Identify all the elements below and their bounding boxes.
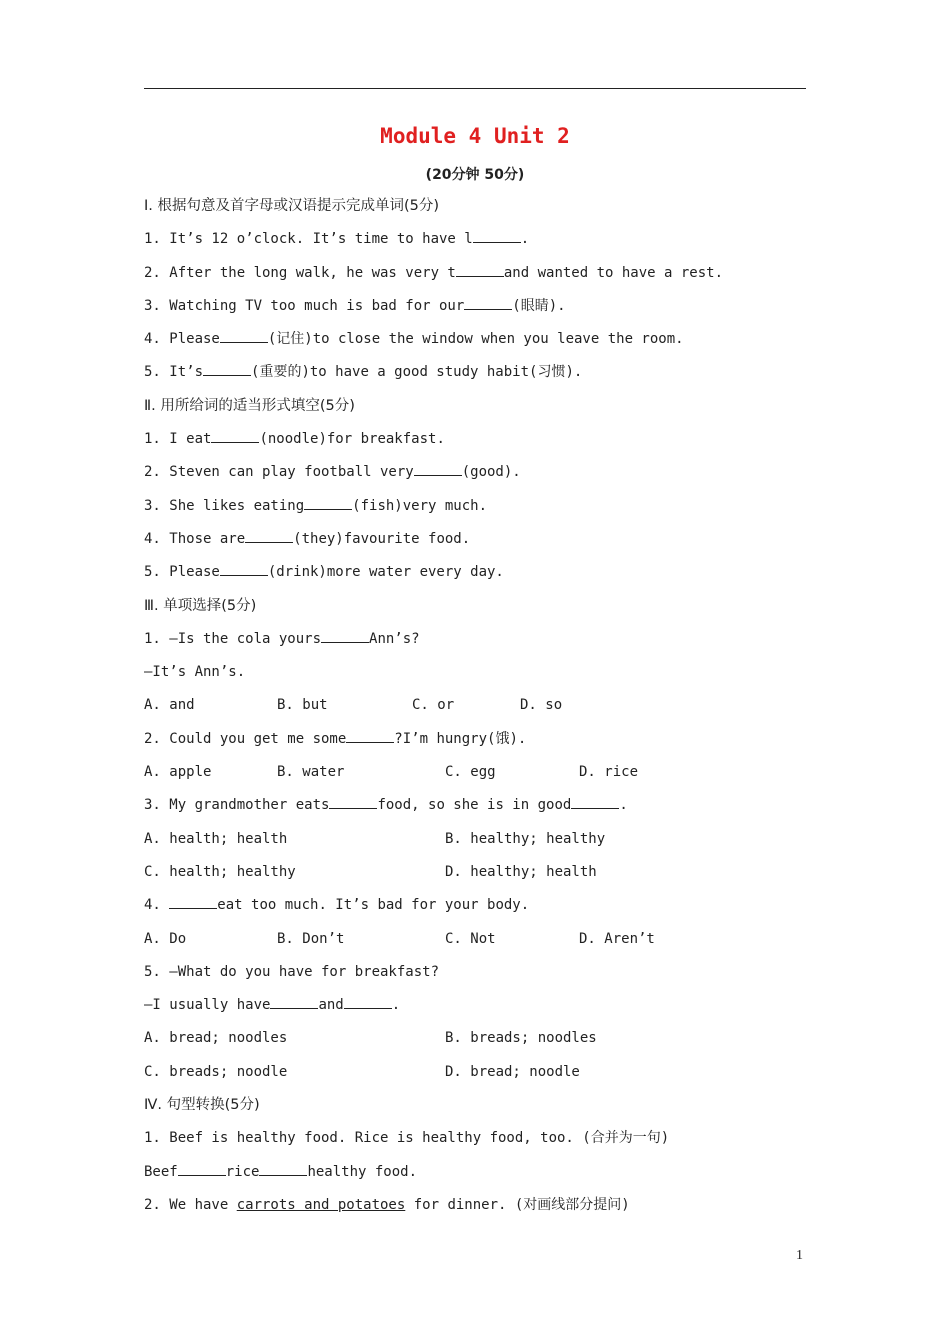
answer-blank[interactable] bbox=[456, 262, 504, 277]
option[interactable]: B. healthy; healthy bbox=[445, 830, 606, 847]
question: 2. Steven can play football very (good). bbox=[144, 461, 806, 494]
question-reply: —It’s Ann’s. bbox=[144, 664, 246, 681]
option[interactable]: C. egg bbox=[445, 764, 496, 781]
option[interactable]: A. and bbox=[144, 697, 195, 714]
underlined-phrase: carrots and potatoes bbox=[236, 1196, 406, 1213]
question: 3. She likes eating (fish)very much. bbox=[144, 495, 806, 528]
options-row bbox=[144, 1061, 806, 1094]
question: 4. Please (记住)to close the window when you leave the room. bbox=[144, 328, 806, 361]
option[interactable]: C. Not bbox=[445, 930, 496, 947]
page-number: 1 bbox=[796, 1248, 803, 1263]
option[interactable]: B. water bbox=[277, 764, 345, 781]
option[interactable]: A. apple bbox=[144, 764, 212, 781]
answer-blank[interactable] bbox=[571, 794, 619, 809]
option[interactable]: D. so bbox=[520, 697, 563, 714]
header-rule bbox=[144, 88, 806, 89]
section-3-heading: Ⅲ. 单项选择(5分) bbox=[144, 597, 257, 614]
options-row bbox=[144, 928, 806, 961]
question: 3. Watching TV too much is bad for our (眼睛). bbox=[144, 295, 806, 328]
answer-blank[interactable] bbox=[329, 794, 377, 809]
section-2-heading: Ⅱ. 用所给词的适当形式填空(5分) bbox=[144, 397, 355, 414]
question: 2. We have carrots and potatoes for dinner. (对画线部分提问) bbox=[144, 1196, 630, 1213]
answer-blank[interactable] bbox=[270, 994, 318, 1009]
option[interactable]: C. health; healthy bbox=[144, 863, 296, 880]
options-row bbox=[144, 1027, 806, 1060]
question: 5. It’s (重要的)to have a good study habit(习惯). bbox=[144, 361, 806, 394]
option[interactable]: D. rice bbox=[579, 764, 639, 781]
option[interactable]: C. breads; noodle bbox=[144, 1063, 288, 1080]
options-row bbox=[144, 861, 806, 894]
answer-blank[interactable] bbox=[178, 1161, 226, 1176]
worksheet-content bbox=[144, 195, 806, 1227]
answer-blank[interactable] bbox=[346, 728, 394, 743]
question: 1. I eat (noodle)for breakfast. bbox=[144, 428, 806, 461]
option[interactable]: A. Do bbox=[144, 930, 187, 947]
answer-blank[interactable] bbox=[211, 428, 259, 443]
page-subtitle: (20分钟 50分) bbox=[425, 167, 525, 183]
section-1-heading: Ⅰ. 根据句意及首字母或汉语提示完成单词(5分) bbox=[144, 198, 440, 214]
question: 4. Those are (they)favourite food. bbox=[144, 528, 806, 561]
option[interactable]: A. bread; noodles bbox=[144, 1030, 288, 1047]
answer-blank[interactable] bbox=[245, 528, 293, 543]
answer-blank[interactable] bbox=[203, 361, 251, 376]
question: 5. Please (drink)more water every day. bbox=[144, 561, 806, 594]
answer-blank[interactable] bbox=[259, 1161, 307, 1176]
answer-blank[interactable] bbox=[464, 295, 512, 310]
options-row bbox=[144, 694, 806, 727]
option[interactable]: B. but bbox=[277, 697, 328, 714]
option[interactable]: A. health; health bbox=[144, 830, 288, 847]
question: 2. Could you get me some ?I’m hungry(饿). bbox=[144, 728, 806, 761]
question: 4. eat too much. It’s bad for your body. bbox=[144, 894, 806, 927]
question: 2. After the long walk, he was very t and wanted to have a rest. bbox=[144, 262, 806, 295]
question-reply: —I usually have and . bbox=[144, 994, 806, 1027]
option[interactable]: D. healthy; health bbox=[445, 863, 597, 880]
answer-blank[interactable] bbox=[473, 228, 521, 243]
question-reply: Beef rice healthy food. bbox=[144, 1161, 806, 1194]
answer-blank[interactable] bbox=[321, 628, 369, 643]
option[interactable]: D. bread; noodle bbox=[445, 1063, 580, 1080]
section-4-heading: Ⅳ. 句型转换(5分) bbox=[144, 1097, 260, 1114]
question: 5. —What do you have for breakfast? bbox=[144, 963, 440, 980]
answer-blank[interactable] bbox=[304, 495, 352, 510]
question: 1. Beef is healthy food. Rice is healthy food, too. (合并为一句) bbox=[144, 1130, 670, 1147]
answer-blank[interactable] bbox=[220, 561, 268, 576]
options-row bbox=[144, 828, 806, 861]
answer-blank[interactable] bbox=[344, 994, 392, 1009]
question: 1. —Is the cola yours Ann’s? bbox=[144, 628, 806, 661]
answer-blank[interactable] bbox=[414, 461, 462, 476]
options-row bbox=[144, 761, 806, 794]
answer-blank[interactable] bbox=[220, 328, 268, 343]
question: 3. My grandmother eats food, so she is in good . bbox=[144, 794, 806, 827]
option[interactable]: C. or bbox=[412, 697, 455, 714]
option[interactable]: B. breads; noodles bbox=[445, 1030, 597, 1047]
page-title: Module 4 Unit 2 bbox=[380, 124, 570, 148]
option[interactable]: D. Aren’t bbox=[579, 930, 655, 947]
question: 1. It’s 12 o’clock. It’s time to have l . bbox=[144, 228, 806, 261]
answer-blank[interactable] bbox=[169, 894, 217, 909]
option[interactable]: B. Don’t bbox=[277, 930, 345, 947]
